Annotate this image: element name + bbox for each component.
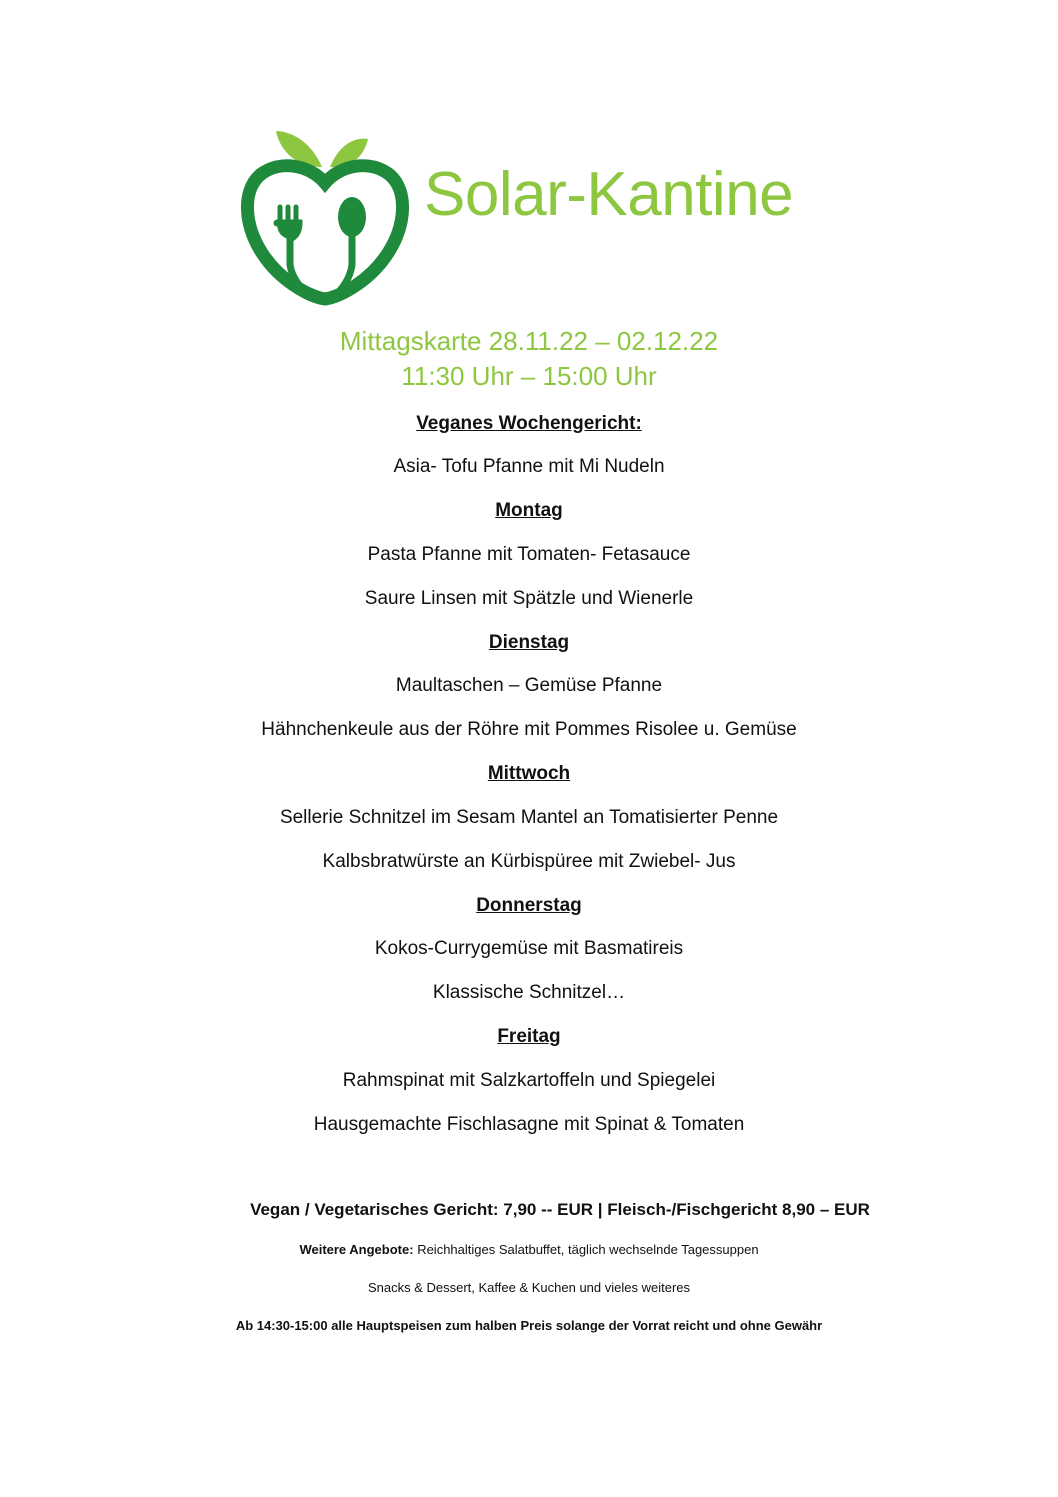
discount-info: Ab 14:30-15:00 alle Hauptspeisen zum halben Preis solange der Vorrat reicht und ohne Gewähr	[235, 1318, 823, 1333]
more-offers-text: Reichhaltiges Salatbuffet, täglich wechselnde Tagessuppen	[417, 1242, 759, 1257]
dish-item: Kalbsbratwürste an Kürbispüree mit Zwiebel- Jus	[322, 851, 736, 872]
dish-item: Sellerie Schnitzel im Sesam Mantel an Tomatisierter Penne	[279, 807, 779, 828]
dish-item: Pasta Pfanne mit Tomaten- Fetasauce	[367, 544, 691, 565]
more-offers	[0, 1242, 1058, 1257]
dish-item: Hausgemachte Fischlasagne mit Spinat & Tomaten	[313, 1114, 745, 1135]
day-friday: Freitag	[497, 1026, 561, 1047]
dish-item: Rahmspinat mit Salzkartoffeln und Spiegelei	[342, 1070, 716, 1091]
dish-item: Kokos-Currygemüse mit Basmatireis	[374, 938, 684, 959]
more-offers-label: Weitere Angebote:	[299, 1242, 414, 1257]
vegan-week-dish: Asia- Tofu Pfanne mit Mi Nudeln	[393, 456, 665, 477]
day-monday: Montag	[495, 500, 563, 521]
menu-title: Mittagskarte 28.11.22 – 02.12.22	[339, 326, 719, 356]
day-wednesday: Mittwoch	[487, 763, 571, 784]
dish-item: Saure Linsen mit Spätzle und Wienerle	[364, 588, 694, 609]
vegan-week-heading: Veganes Wochengericht:	[416, 413, 642, 434]
logo	[240, 125, 800, 310]
snacks-info: Snacks & Dessert, Kaffee & Kuchen und vieles weiteres	[367, 1280, 691, 1295]
brand-name: Solar-Kantine	[424, 160, 794, 229]
day-thursday: Donnerstag	[476, 895, 582, 916]
dish-item: Klassische Schnitzel…	[432, 982, 626, 1003]
dish-item: Hähnchenkeule aus der Röhre mit Pommes Risolee u. Gemüse	[261, 719, 797, 740]
day-tuesday: Dienstag	[488, 632, 570, 653]
heart-cutlery-logo-icon	[240, 125, 410, 310]
price-info: Vegan / Vegetarisches Gericht: 7,90 -- EUR | Fleisch-/Fischgericht 8,90 – EUR	[250, 1200, 870, 1219]
opening-hours: 11:30 Uhr – 15:00 Uhr	[401, 361, 657, 391]
dish-item: Maultaschen – Gemüse Pfanne	[395, 675, 663, 696]
